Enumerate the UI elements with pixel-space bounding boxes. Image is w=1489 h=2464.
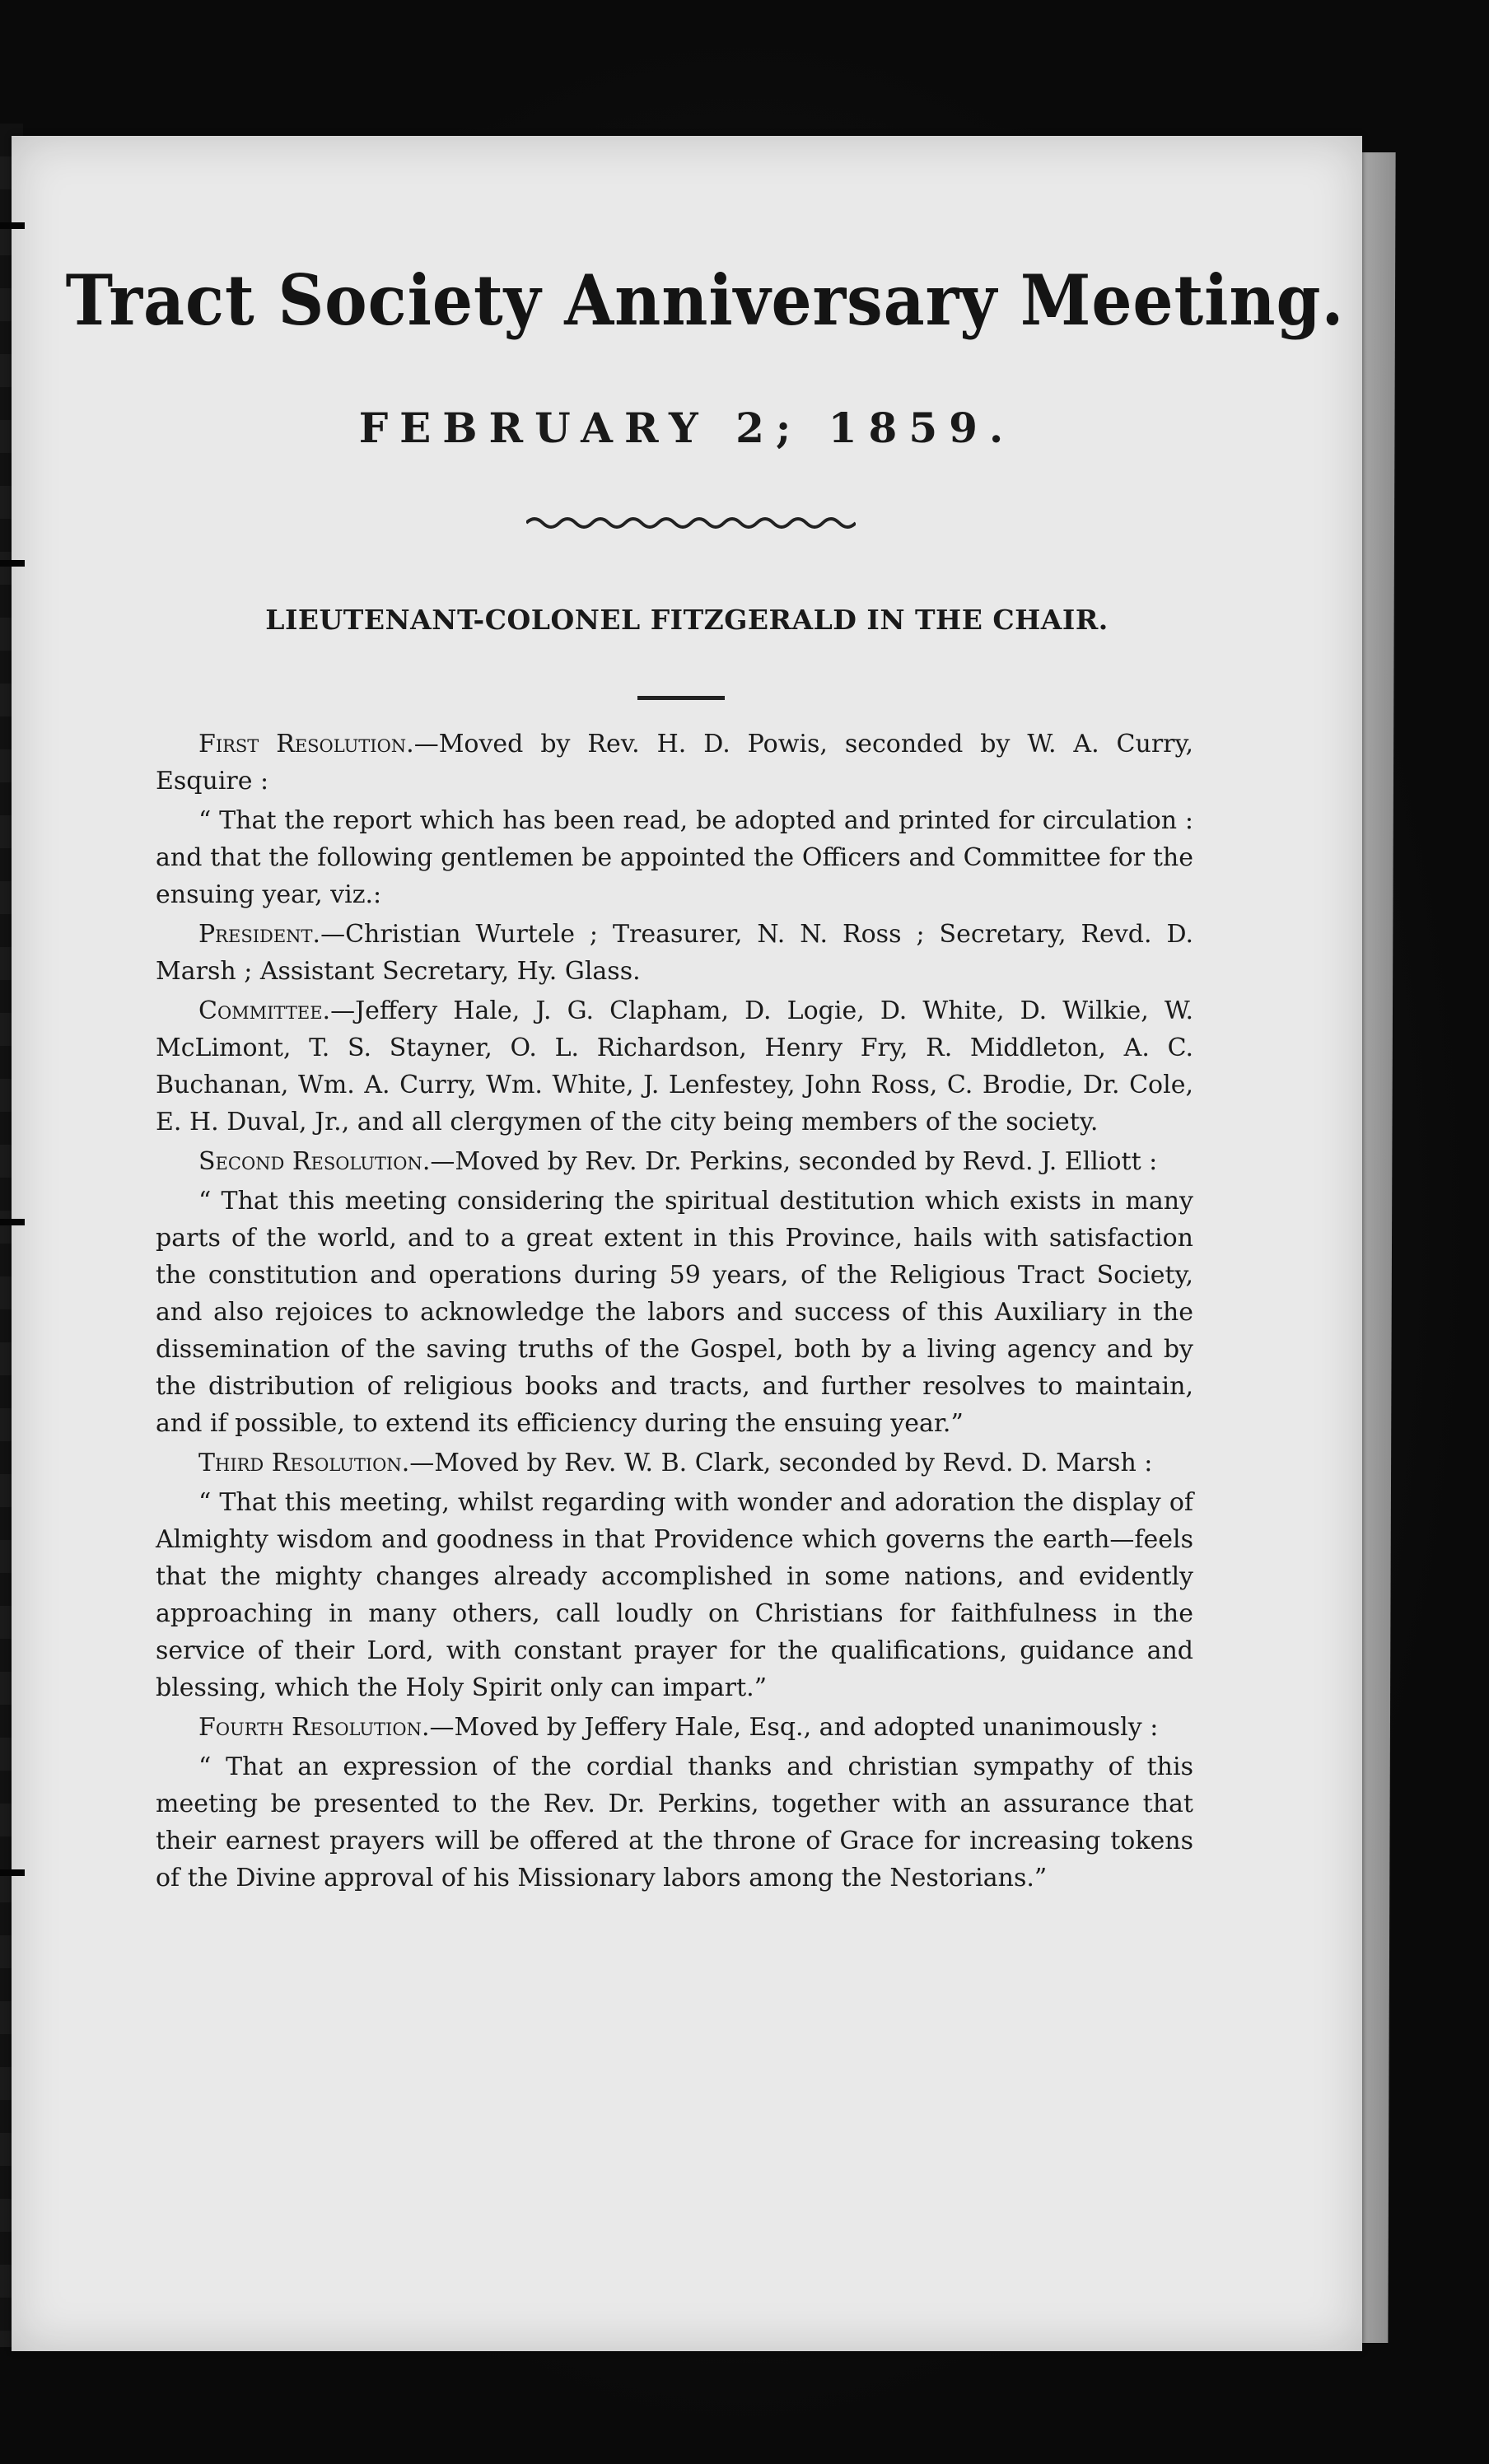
second-resolution-quote: “ That this meeting considering the spiritual destitution which exists in many parts of the world, and to a great extent in this Province, hails with satisfaction the constitution and operations during 59 years, of the Religious Tract Society, and also rejoices to acknowledge the labors and success of this Auxiliary in the dissemination of the saving truths of the Gospel, both by a living agency and by the distribution of religious books and tracts, and further resolves to maintain, and if possible, to extend its efficiency during the ensuing year.” xyxy=(156,1187,1193,1438)
president-paragraph xyxy=(156,916,1193,990)
binding-tick xyxy=(0,1869,25,1876)
resolution-label: Fourth Resolution. xyxy=(198,1713,430,1742)
resolutions-body xyxy=(156,726,1193,1899)
fourth-resolution xyxy=(156,1709,1193,1746)
binding-tick xyxy=(0,1219,25,1225)
binding-tick xyxy=(0,560,25,567)
page-title: Tract Society Anniversary Meeting. xyxy=(65,259,1345,341)
paragraph-label: President. xyxy=(198,920,321,949)
wave-divider xyxy=(526,511,856,535)
paragraph-label: Committee. xyxy=(198,996,331,1025)
third-resolution xyxy=(156,1444,1193,1482)
meeting-date: FEBRUARY 2; 1859. xyxy=(358,404,1015,452)
first-resolution xyxy=(156,726,1193,800)
resolution-label: Second Resolution. xyxy=(198,1147,431,1176)
binding-tick xyxy=(0,222,25,229)
paragraph-text: —Christian Wurtele ; Treasurer, N. N. Ross ; Secretary, Revd. D. Marsh ; Assistant Secretary, Hy. Glass. xyxy=(156,920,1193,986)
second-resolution xyxy=(156,1143,1193,1180)
document-page xyxy=(12,136,1362,2351)
resolution-text: —Moved by Rev. Dr. Perkins, seconded by Revd. J. Elliott : xyxy=(430,1147,1158,1176)
resolution-text: —Moved by Rev. W. B. Clark, seconded by Revd. D. Marsh : xyxy=(409,1449,1153,1477)
first-resolution-quote: “ That the report which has been read, be adopted and printed for circulation : and that the following gentlemen be appointed the Officers and Committee for the ensuing year, viz.: xyxy=(156,806,1193,909)
chair-heading: LIEUTENANT-COLONEL FITZGERALD IN THE CHAIR. xyxy=(265,604,1109,636)
resolution-text: —Moved by Jeffery Hale, Esq., and adopted unanimously : xyxy=(429,1713,1159,1742)
fourth-resolution-quote: “ That an expression of the cordial thanks and christian sympathy of this meeting be presented to the Rev. Dr. Perkins, together with an assurance that their earnest prayers will be offered at the throne of Grace for increasing tokens of the Divine approval of his Missionary labors among the Nestorians.” xyxy=(156,1752,1193,1892)
resolution-label: First Resolution. xyxy=(198,730,414,758)
third-resolution-quote: “ That this meeting, whilst regarding with wonder and adoration the display of Almighty wisdom and goodness in that Providence which governs the earth—feels that the mighty changes already accomplished in some nations, and evidently approaching in many others, call loudly on Christians for faithfulness in the service of their Lord, with constant prayer for the qualifications, guidance and blessing, which the Holy Spirit only can impart.” xyxy=(156,1488,1193,1702)
committee-paragraph xyxy=(156,992,1193,1141)
short-divider xyxy=(637,696,725,700)
resolution-text: —Moved by Rev. H. D. Powis, seconded by W. A. Curry, Esquire : xyxy=(156,730,1194,796)
paragraph-text: —Jeffery Hale, J. G. Clapham, D. Logie, D. White, D. Wilkie, W. McLimont, T. S. Stayner, O. L. Richardson, Henry Fry, R. Middleton, A. C. Buchanan, Wm. A. Curry, Wm. White, J. Lenfestey, John Ross, C. Brodie, Dr. Cole, E. H. Duval, Jr., and all clergymen of the city being members of the society. xyxy=(156,996,1193,1136)
resolution-label: Third Resolution. xyxy=(198,1449,410,1477)
